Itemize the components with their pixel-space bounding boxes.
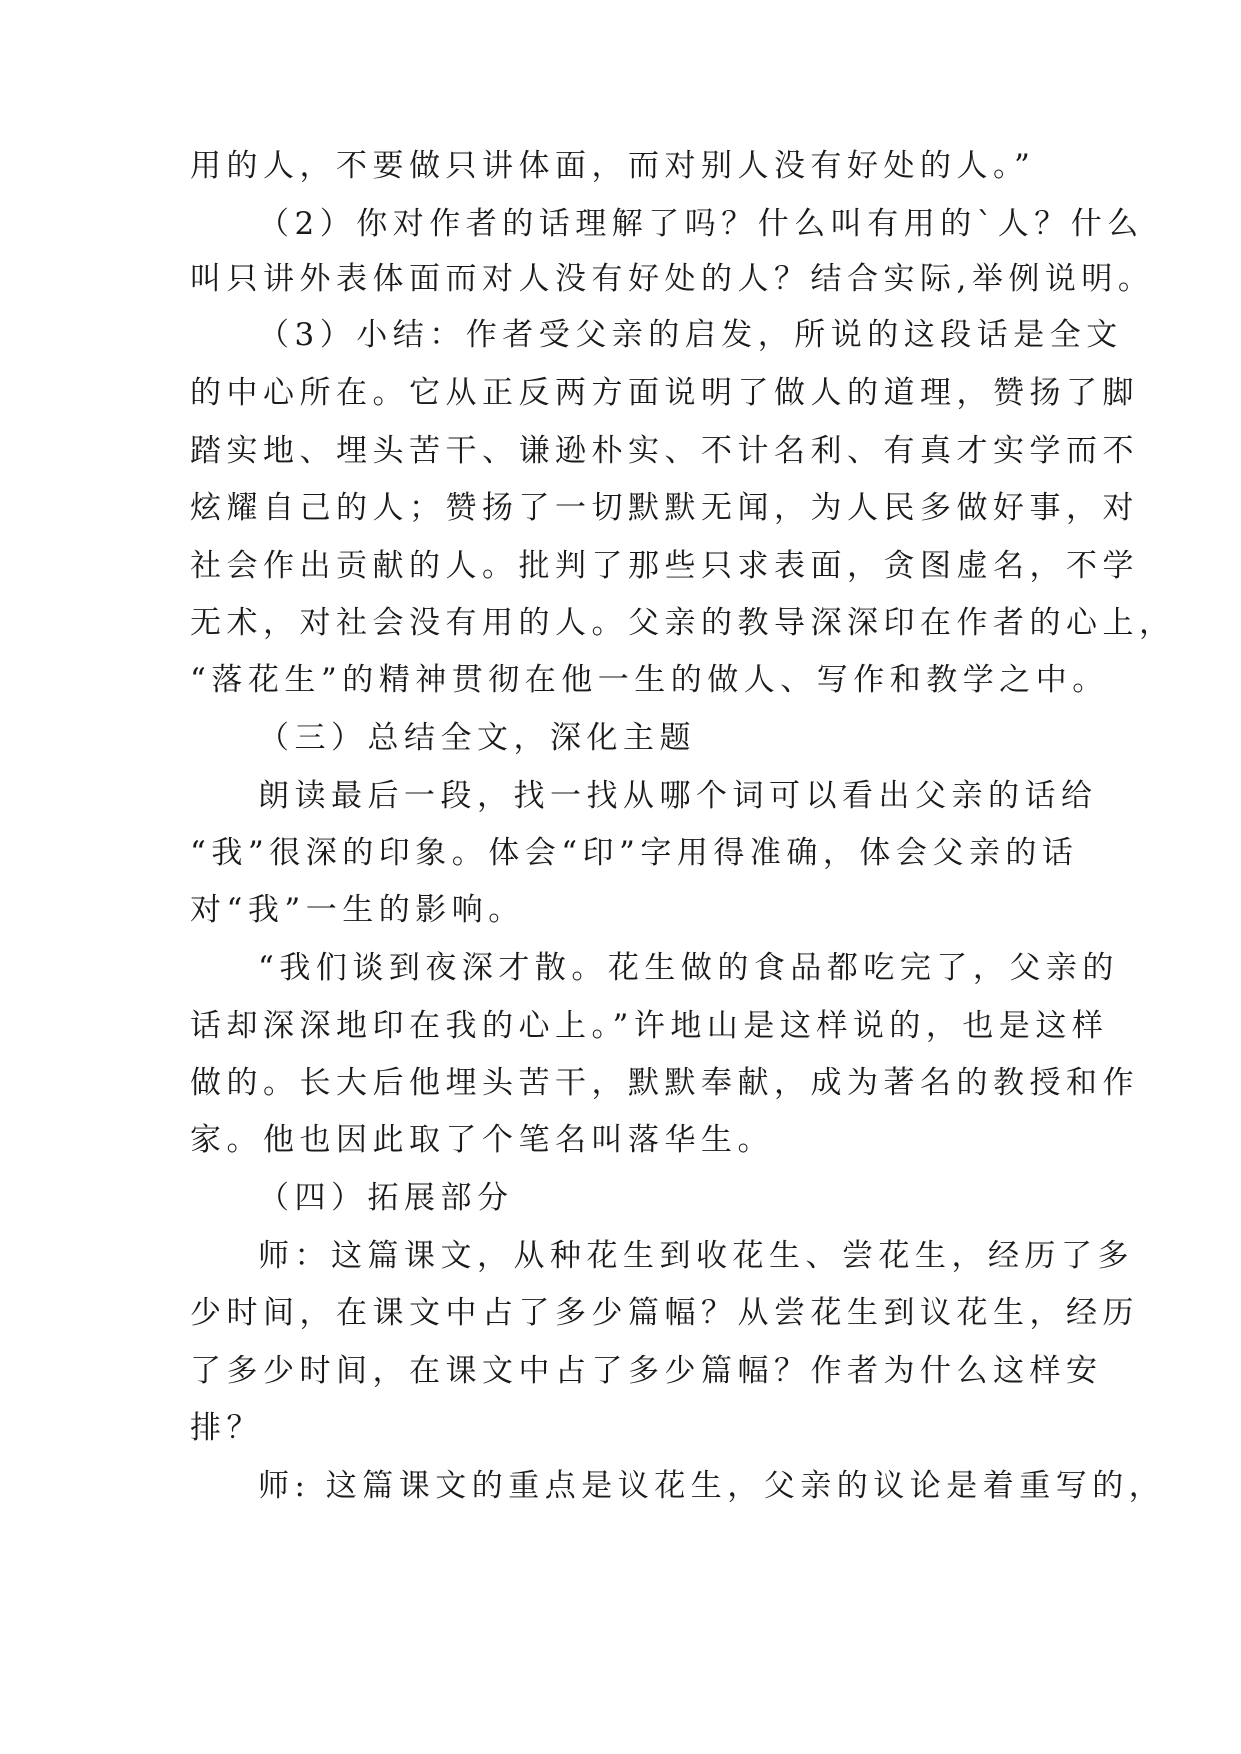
text-line-15: “我们谈到夜深才散。花生做的食品都吃完了，父亲的 [258,950,1119,986]
text-line-20: 师：这篇课文，从种花生到收花生、尝花生，经历了多 [258,1238,1134,1274]
text-line-6: 踏实地、埋头苦干、谦逊朴实、不计名利、有真才实学而不 [190,433,1139,469]
text-line-22: 了多少时间，在课文中占了多少篇幅？作者为什么这样安 [190,1353,1103,1389]
text-line-18: 家。他也因此取了个笔名叫落华生。 [190,1122,774,1158]
text-line-9: 无术，对社会没有用的人。父亲的教导深深印在作者的心上， [190,605,1176,641]
text-line-24: 师: 这篇课文的重点是议花生，父亲的议论是着重写的， [258,1468,1166,1504]
text-line-8: 社会作出贡献的人。批判了那些只求表面，贪图虚名，不学 [190,548,1139,584]
text-line-7: 炫耀自己的人；赞扬了一切默默无闻，为人民多做好事，对 [190,490,1139,526]
text-line-3: 叫只讲外表体面而对人没有好处的人？结合实际,举例说明。 [190,261,1155,297]
text-line-17: 做的。长大后他埋头苦干，默默奉献，成为著名的教授和作 [190,1065,1139,1101]
text-line-16: 话却深深地印在我的心上。”许地山是这样说的，也是这样 [190,1008,1109,1044]
text-line-12: 朗读最后一段，找一找从哪个词可以看出父亲的话给 [258,778,1098,814]
text-line-14: 对“我”一生的影响。 [190,892,525,928]
section-heading-3: （三）总结全文，深化主题 [258,720,696,756]
text-line-2: （2）你对作者的话理解了吗？什么叫有用的`人？什么 [258,206,1144,242]
text-line-4: （3）小结：作者受父亲的启发，所说的这段话是全文 [258,317,1123,353]
text-line-1: 用的人，不要做只讲体面，而对别人没有好处的人。” [190,148,1036,184]
text-line-21: 少时间，在课文中占了多少篇幅？从尝花生到议花生，经历 [190,1295,1139,1331]
text-line-23: 排？ [190,1410,263,1446]
text-line-10: “落花生”的精神贯彻在他一生的做人、写作和教学之中。 [190,662,1109,698]
section-heading-4: （四）拓展部分 [258,1180,514,1216]
text-line-5: 的中心所在。它从正反两方面说明了做人的道理，赞扬了脚 [190,375,1139,411]
text-line-13: “我”很深的印象。体会“印”字用得准确，体会父亲的话 [190,835,1079,871]
